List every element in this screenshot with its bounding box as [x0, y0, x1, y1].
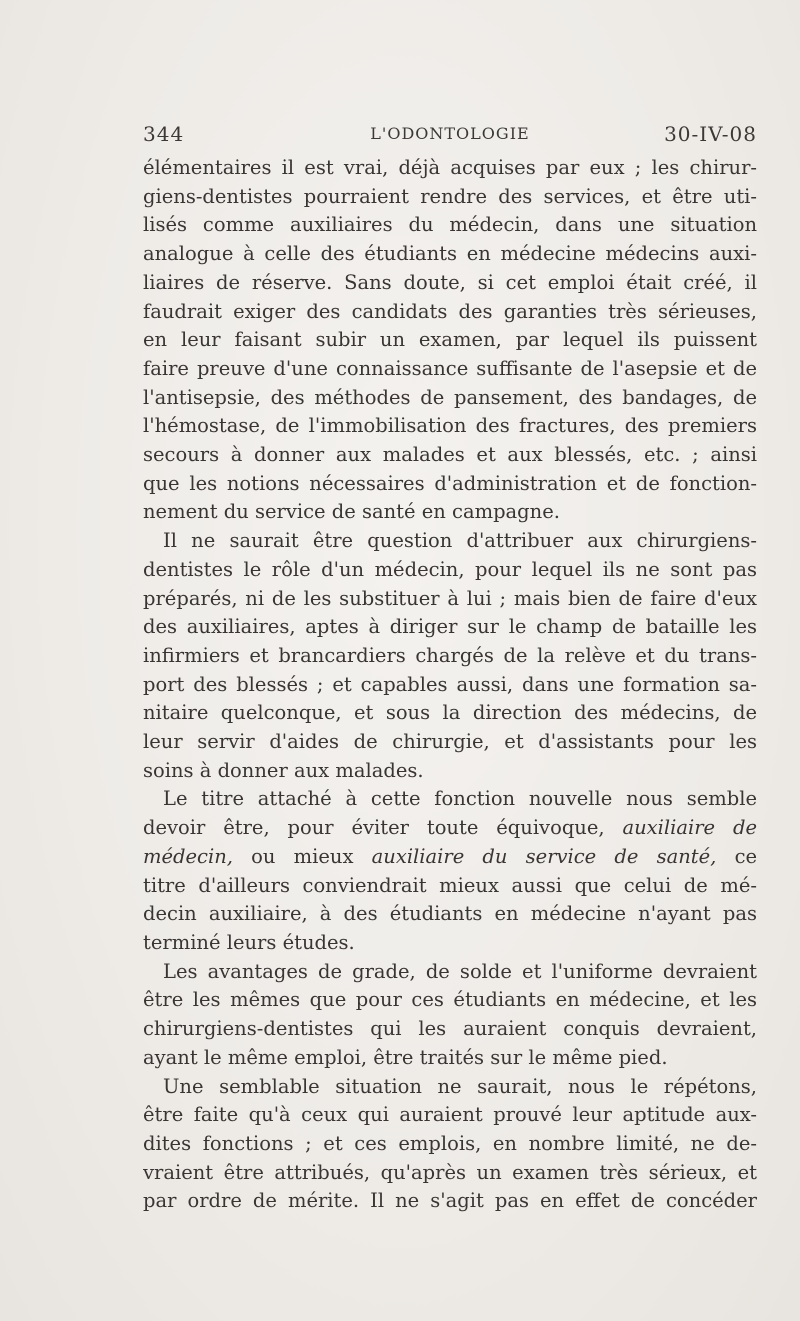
- text-line: giens-dentistes pourraient rendre des services, et être uti-: [143, 184, 757, 208]
- text-line: faudrait exiger des candidats des garanties très sérieuses,: [143, 299, 757, 323]
- italic-term: auxiliaire de: [622, 816, 757, 840]
- text-line: Les avantages de grade, de solde et l'uniforme devraient: [163, 959, 757, 983]
- text-line: ayant le même emploi, être traités sur le même pied.: [143, 1045, 668, 1069]
- running-header: [143, 122, 757, 152]
- text-line: par ordre de mérite. Il ne s'agit pas en effet de concéder: [143, 1189, 757, 1213]
- text-line: être faite qu'à ceux qui auraient prouvé leur aptitude aux-: [143, 1103, 757, 1127]
- text-line: leur servir d'aides de chirurgie, et d'assistants pour les: [143, 730, 757, 754]
- text-line: infirmiers et brancardiers chargés de la relève et du trans-: [143, 643, 757, 667]
- page-number: 344: [143, 122, 185, 146]
- text-line: liaires de réserve. Sans doute, si cet emploi était créé, il: [143, 270, 757, 294]
- text-line: Le titre attaché à cette fonction nouvelle nous semble: [163, 787, 757, 811]
- text-line: soins à donner aux malades.: [143, 758, 424, 782]
- text-segment: devoir être, pour éviter toute équivoque,: [143, 816, 605, 840]
- text-line: vraient être attribués, qu'après un examen très sérieux, et: [143, 1160, 757, 1184]
- text-line: l'antisepsie, des méthodes de pansement, des bandages, de: [143, 385, 757, 409]
- text-line: lisés comme auxiliaires du médecin, dans une situation: [143, 213, 757, 237]
- text-line: dentistes le rôle d'un médecin, pour lequel ils ne sont pas: [143, 557, 757, 581]
- text-line: [143, 814, 757, 843]
- issue-date: 30-IV-08: [664, 122, 757, 146]
- text-line: terminé leurs études.: [143, 930, 355, 954]
- text-line: en leur faisant subir un examen, par lequel ils puissent: [143, 328, 757, 352]
- text-line: Il ne saurait être question d'attribuer aux chirurgiens-: [163, 529, 757, 553]
- text-line: Une semblable situation ne saurait, nous le répétons,: [163, 1074, 757, 1098]
- text-line: faire preuve d'une connaissance suffisante de l'asepsie et de: [143, 356, 757, 380]
- text-segment: ou mieux: [251, 844, 354, 868]
- text-line: dites fonctions ; et ces emplois, en nombre limité, ne de-: [143, 1131, 757, 1155]
- italic-term: médecin,: [143, 844, 233, 868]
- body-text: [143, 154, 757, 1216]
- text-segment: ce: [734, 844, 757, 868]
- text-line: que les notions nécessaires d'administration et de fonction-: [143, 471, 757, 495]
- text-line: nement du service de santé en campagne.: [143, 500, 560, 524]
- text-line: titre d'ailleurs conviendrait mieux aussi que celui de mé-: [143, 873, 757, 897]
- text-line: secours à donner aux malades et aux blessés, etc. ; ainsi: [143, 443, 757, 467]
- italic-term: auxiliaire du service de santé,: [371, 844, 717, 868]
- text-line: port des blessés ; et capables aussi, dans une formation sa-: [143, 672, 757, 696]
- journal-title: L'ODONTOLOGIE: [370, 124, 530, 143]
- text-line: l'hémostase, de l'immobilisation des fractures, des premiers: [143, 414, 757, 438]
- text-line: nitaire quelconque, et sous la direction des médecins, de: [143, 701, 757, 725]
- text-line: decin auxiliaire, à des étudiants en médecine n'ayant pas: [143, 902, 757, 926]
- text-line: élémentaires il est vrai, déjà acquises par eux ; les chirur-: [143, 156, 757, 179]
- text-line: [143, 843, 757, 872]
- text-line: analogue à celle des étudiants en médecine médecins auxi-: [143, 242, 757, 266]
- text-line: être les mêmes que pour ces étudiants en médecine, et les: [143, 988, 757, 1012]
- text-line: des auxiliaires, aptes à diriger sur le champ de bataille les: [143, 615, 757, 639]
- text-line: chirurgiens-dentistes qui les auraient conquis devraient,: [143, 1017, 757, 1041]
- text-line: préparés, ni de les substituer à lui ; mais bien de faire d'eux: [143, 586, 757, 610]
